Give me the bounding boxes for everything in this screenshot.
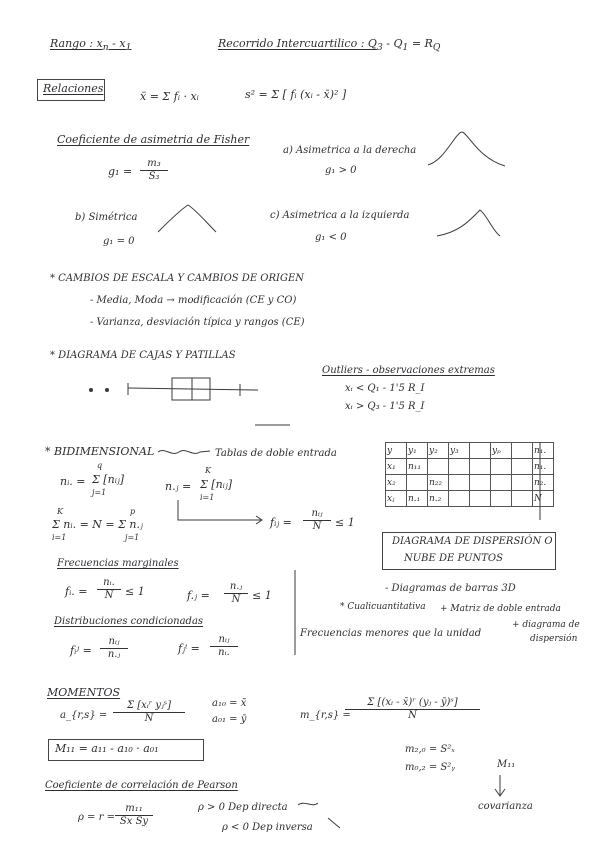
- matriz-doble-entrada: + Matriz de doble entrada: [440, 604, 561, 614]
- fj-fraction: $\frac{\text{n.ⱼ}}{N}$: [224, 581, 248, 606]
- outliers-title: Outliers - observaciones extremas: [322, 365, 495, 376]
- momentos-title: MOMENTOS: [47, 686, 121, 699]
- table-cell: N: [533, 491, 554, 507]
- condicionadas-title: Distribuciones condicionadas: [54, 616, 204, 627]
- ni-sum: Σ [nᵢⱼ]: [92, 473, 125, 486]
- pearson-neg: ρ < 0 Dep inversa: [222, 822, 313, 833]
- frecuencias-menores: Frecuencias menores que la unidad: [300, 628, 482, 639]
- table-cell: n₁₁: [407, 459, 428, 475]
- asim-derecha-cond: g₁ > 0: [325, 165, 357, 176]
- fj-lhs: f.ⱼ =: [187, 589, 210, 602]
- fisher-fraction: $\frac{\text{m₃}}{\text{S₃}}$: [140, 158, 168, 183]
- cambios-line1: - Media, Moda → modificación (CE y CO): [90, 295, 297, 306]
- outliers-cond1: xᵢ < Q₁ - 1'5 R_I: [345, 383, 425, 394]
- table-cell: n.₁: [407, 491, 428, 507]
- skew-left-curve: [437, 210, 500, 236]
- relaciones-label: Relaciones: [43, 82, 104, 95]
- table-cell: n₁.: [533, 443, 554, 459]
- f2-fraction: nᵢⱼ nᵢ.: [210, 634, 238, 659]
- total-formula: Σ nᵢ. = N = Σ n.ⱼ: [52, 518, 143, 531]
- a10: a₁₀ = x̄: [212, 698, 247, 709]
- fi-tail: ≤ 1: [125, 585, 145, 598]
- table-cell: n₂.: [533, 475, 554, 491]
- dispersion-sub: NUBE DE PUNTOS: [404, 553, 503, 564]
- asim-derecha-label: a) Asimetrica a la derecha: [283, 145, 417, 156]
- cualicuantitativa: * Cualicuantitativa: [340, 602, 426, 612]
- asim-izquierda-cond: g₁ < 0: [315, 232, 347, 243]
- table-cell: y₂: [428, 443, 449, 459]
- total-top1: K: [57, 507, 63, 516]
- mean-formula: x̄ = Σ fᵢ · xᵢ: [140, 90, 199, 103]
- pearson-title: Coeficiente de correlación de Pearson: [45, 780, 238, 791]
- barras-3d: - Diagramas de barras 3D: [385, 583, 516, 594]
- table-cell: n.₂: [428, 491, 449, 507]
- f2-lhs: fⱼⁱ =: [178, 642, 200, 655]
- table-cell: n₂₂: [428, 475, 449, 491]
- ni-bot: j=1: [92, 488, 107, 497]
- diagrama-de: + diagrama de: [512, 620, 580, 630]
- total-top2: p: [130, 507, 136, 516]
- ars-lhs: a_{r,s} =: [60, 710, 108, 721]
- fij-tail: ≤ 1: [335, 516, 355, 529]
- ars-fraction: Σ [xᵢʳ yⱼˢ] N: [113, 700, 185, 725]
- boxplot-whisker: [128, 388, 258, 390]
- f1-lhs: fᵢʲ =: [70, 644, 92, 657]
- dispersion-word: dispersión: [530, 634, 578, 644]
- a01: a₀₁ = ȳ: [212, 714, 247, 725]
- pearson-pos: ρ > 0 Dep directa: [198, 802, 288, 813]
- mrs-lhs: m_{r,s} =: [300, 710, 351, 721]
- simetrica-cond: g₁ = 0: [103, 236, 135, 247]
- outliers-cond2: xᵢ > Q₃ - 1'5 R_I: [345, 401, 425, 412]
- ni-lhs: nᵢ. =: [60, 475, 86, 488]
- nj-top: K: [205, 466, 211, 475]
- tablas-doble-entrada: Tablas de doble entrada: [215, 448, 337, 459]
- fj-tail: ≤ 1: [252, 589, 272, 602]
- table-cell: xⱼ: [386, 491, 407, 507]
- asimetria-title: Coeficiente de asimetria de Fisher: [57, 133, 250, 146]
- cambios-line2: - Varianza, desviación típica y rangos (CE): [90, 317, 305, 328]
- fi-lhs: fᵢ. =: [65, 585, 88, 598]
- m11-formula: M₁₁ = a₁₁ - a₁₀ · a₀₁: [55, 742, 159, 755]
- fi-fraction: $\frac{\text{nᵢ.}}{N}$: [97, 577, 121, 602]
- total-bot1: i=1: [52, 533, 67, 542]
- m11-label: M₁₁: [497, 759, 516, 770]
- fisher-lhs: g₁ =: [108, 165, 133, 178]
- table-cell: n₁.: [533, 459, 554, 475]
- table-cell: y: [386, 443, 407, 459]
- fij-fraction: nᵢⱼ N: [303, 508, 331, 533]
- pearson-fraction: $\frac{\text{m₁₁}}{\text{Sx Sy}}$: [115, 803, 153, 828]
- covarianza-label: covarianza: [478, 801, 533, 812]
- marginales-title: Frecuencias marginales: [57, 558, 179, 569]
- mrs-fraction: $\frac{\text{Σ [(xᵢ - x̄)ʳ (yⱼ - ȳ)ˢ]}}{N}$: [345, 697, 480, 722]
- rango-formula: Rango : $x_n - x_1$: [50, 37, 132, 54]
- total-bot2: j=1: [125, 533, 140, 542]
- table-cell: y₃: [449, 443, 470, 459]
- symmetric-curve: [158, 205, 216, 232]
- pearson-lhs: ρ = r =: [78, 812, 115, 823]
- table-cell: y₁: [407, 443, 428, 459]
- recorrido-intercuartilico: Recorrido Intercuartilico : $Q_3 - Q_1 = R_Q$: [218, 37, 441, 54]
- variance-formula: s² = Σ [ fᵢ (xᵢ - x̄)² ]: [245, 88, 347, 101]
- cajas-title: * DIAGRAMA DE CAJAS Y PATILLAS: [50, 350, 236, 361]
- table-cell: x₁: [386, 459, 407, 475]
- nj-sum: Σ [nᵢⱼ]: [200, 478, 233, 491]
- nj-bot: i=1: [200, 493, 215, 502]
- simetrica-label: b) Simétrica: [75, 212, 138, 223]
- table-cell: x₂: [386, 475, 407, 491]
- ni-top: q: [97, 461, 103, 470]
- asim-izquierda-label: c) Asimetrica a la izquierda: [270, 210, 410, 221]
- f1-fraction: nᵢⱼ n.ⱼ: [100, 636, 128, 661]
- fij-lhs: fᵢⱼ =: [270, 516, 292, 529]
- bidimensional-title: * BIDIMENSIONAL: [45, 445, 155, 458]
- table-cell: yₚ: [491, 443, 512, 459]
- m02: m₀,₂ = S²ᵧ: [405, 762, 456, 773]
- skew-right-curve: [428, 132, 505, 166]
- m20: m₂,₀ = S²ₓ: [405, 744, 455, 755]
- dispersion-title: DIAGRAMA DE DISPERSIÓN O: [392, 536, 553, 547]
- cambios-title: * CAMBIOS DE ESCALA Y CAMBIOS DE ORIGEN: [50, 273, 305, 284]
- nj-lhs: n.ⱼ =: [165, 480, 192, 493]
